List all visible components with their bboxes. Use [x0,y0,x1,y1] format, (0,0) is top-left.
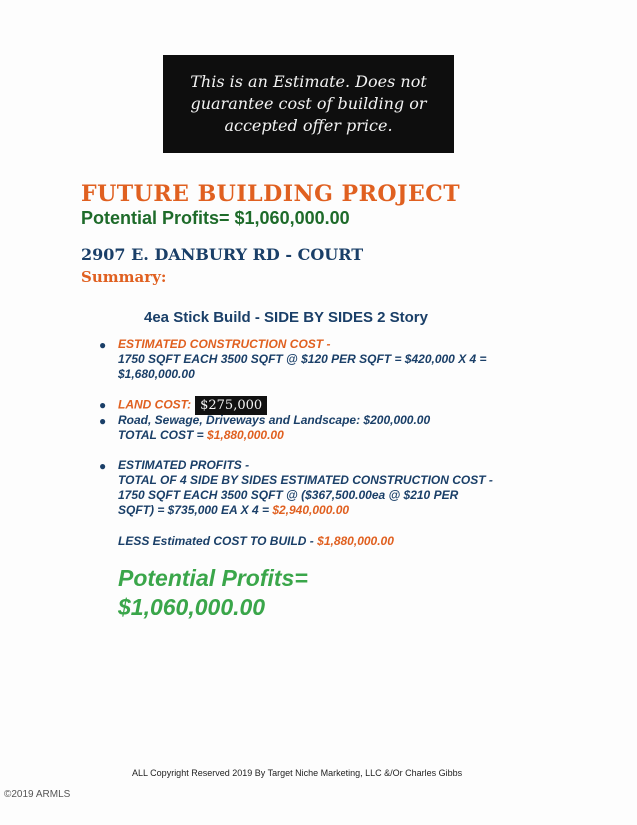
potential-profits-header: Potential Profits= $1,060,000.00 [81,208,350,228]
less-cost-label: LESS Estimated COST TO BUILD - [118,534,314,548]
bullet-icon: ● [99,459,107,473]
disclaimer-banner [163,55,454,153]
construction-cost-line: 1750 SQFT EACH 3500 SQFT @ $120 PER SQFT = $420,000 X 4 = [118,352,487,366]
estimated-profits-label: ESTIMATED PROFITS - [118,458,250,472]
construction-cost-total: $1,680,000.00 [118,367,195,381]
land-cost-label: LAND COST: [118,397,192,412]
estimated-profits-line1: TOTAL OF 4 SIDE BY SIDES ESTIMATED CONSTRUCTION COST - [118,473,493,487]
land-cost-badge: $275,000 [195,396,267,415]
estimated-profits-total: $2,940,000.00 [272,503,350,517]
land-cost-block [118,396,430,443]
copyright-notice: ALL Copyright Reserved 2019 By Target Niche Marketing, LLC &/Or Charles Gibbs [132,768,463,778]
total-cost-value: $1,880,000.00 [207,428,284,442]
total-cost-label: TOTAL COST = [118,428,204,442]
mls-watermark: ©2019 ARMLS [4,789,71,800]
big-profits-value: $1,060,000.00 [118,594,266,620]
construction-cost-block [118,337,487,382]
road-sewage-line: Road, Sewage, Driveways and Landscape: $200,000.00 [118,413,431,427]
property-address: 2907 E. DANBURY RD - COURT [81,245,364,264]
disclaimer-text: This is an Estimate. Does not guarantee cost of building or accepted offer price. [190,72,427,135]
estimated-profits-line3: SQFT) = $735,000 EA X 4 = [118,503,269,517]
bullet-icon: ● [99,338,107,352]
build-description: 4ea Stick Build - SIDE BY SIDES 2 Story [144,309,428,326]
less-cost-line [118,534,394,549]
page-title: FUTURE BUILDING PROJECT [81,181,461,207]
estimated-profits-line2: 1750 SQFT EACH 3500 SQFT @ ($367,500.00ea @ $210 PER [118,488,459,502]
big-profits-label: Potential Profits= [118,565,308,591]
construction-cost-label: ESTIMATED CONSTRUCTION COST - [118,337,331,351]
bullet-icon: ● [99,398,107,412]
summary-label: Summary: [81,268,167,286]
bullet-icon: ● [99,414,107,428]
less-cost-value: $1,880,000.00 [317,534,394,548]
estimated-profits-block [118,458,493,518]
